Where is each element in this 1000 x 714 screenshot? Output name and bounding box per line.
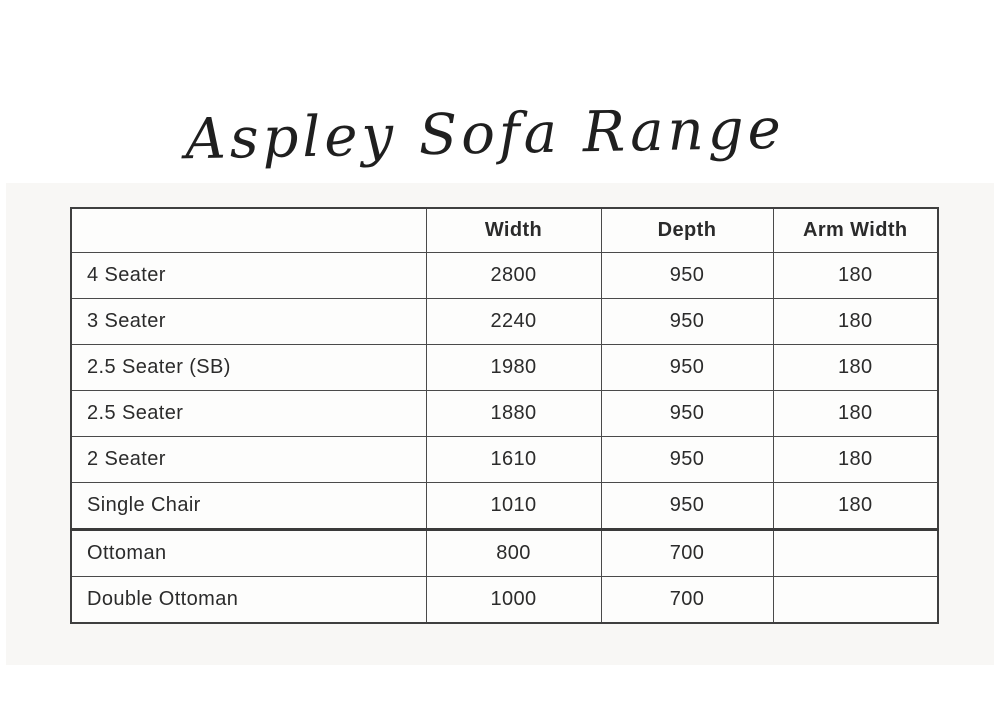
cell-depth: 700	[601, 530, 773, 577]
cell-width: 1980	[426, 345, 601, 391]
cell-depth: 950	[601, 437, 773, 483]
table-header-row	[71, 208, 938, 253]
cell-width: 1610	[426, 437, 601, 483]
cell-arm-width: 180	[773, 253, 938, 299]
row-label: Ottoman	[71, 530, 426, 577]
table-row	[71, 577, 938, 624]
row-label: Double Ottoman	[71, 577, 426, 624]
cell-arm-width: 180	[773, 345, 938, 391]
row-label: 2.5 Seater	[71, 391, 426, 437]
row-label: 3 Seater	[71, 299, 426, 345]
cell-arm-width: 180	[773, 437, 938, 483]
cell-width: 1000	[426, 577, 601, 624]
sofa-dimensions-table	[70, 207, 939, 624]
table-row	[71, 437, 938, 483]
header-depth: Depth	[601, 208, 773, 253]
cell-width: 2800	[426, 253, 601, 299]
cell-width: 1010	[426, 483, 601, 530]
table-row	[71, 530, 938, 577]
table-row	[71, 483, 938, 530]
header-arm-width: Arm Width	[773, 208, 938, 253]
cell-arm-width	[773, 530, 938, 577]
cell-arm-width: 180	[773, 391, 938, 437]
cell-width: 1880	[426, 391, 601, 437]
cell-arm-width: 180	[773, 483, 938, 530]
cell-depth: 950	[601, 483, 773, 530]
row-label: 2 Seater	[71, 437, 426, 483]
row-label: 2.5 Seater (SB)	[71, 345, 426, 391]
cell-depth: 700	[601, 577, 773, 624]
table-row	[71, 299, 938, 345]
cell-depth: 950	[601, 391, 773, 437]
table-row	[71, 345, 938, 391]
table-row	[71, 253, 938, 299]
cell-width: 2240	[426, 299, 601, 345]
header-item	[71, 208, 426, 253]
cell-depth: 950	[601, 345, 773, 391]
table-row	[71, 391, 938, 437]
row-label: 4 Seater	[71, 253, 426, 299]
cell-depth: 950	[601, 253, 773, 299]
cell-width: 800	[426, 530, 601, 577]
header-width: Width	[426, 208, 601, 253]
cell-arm-width: 180	[773, 299, 938, 345]
cell-arm-width	[773, 577, 938, 624]
cell-depth: 950	[601, 299, 773, 345]
page-title: Aspley Sofa Range	[184, 96, 786, 173]
row-label: Single Chair	[71, 483, 426, 530]
